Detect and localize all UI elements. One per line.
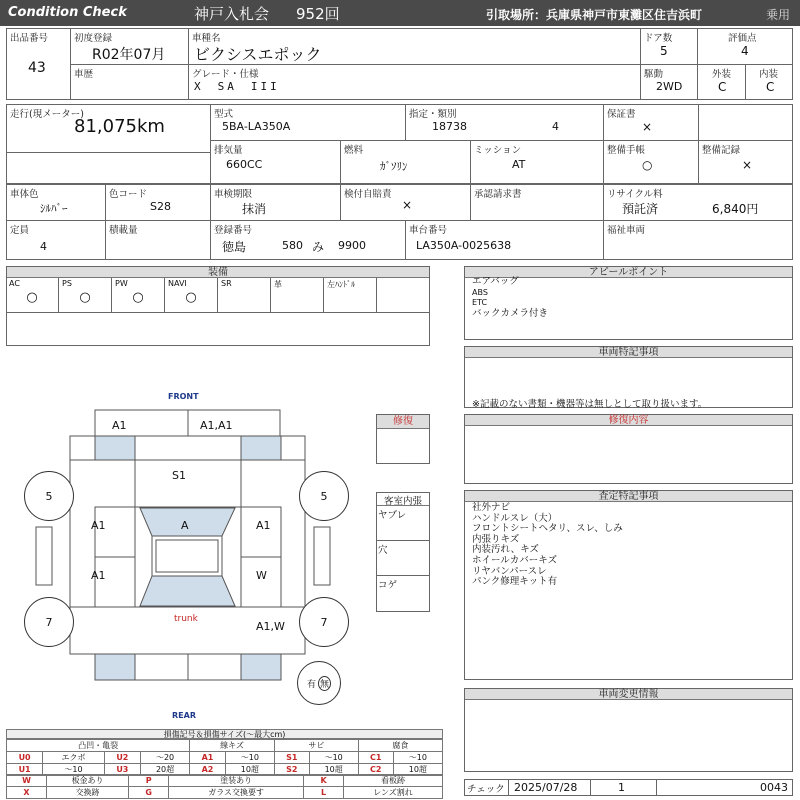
legend-code: K bbox=[304, 775, 344, 787]
legend-code: U3 bbox=[104, 764, 140, 776]
legend-desc: 〜10 bbox=[393, 752, 442, 764]
legend-code: A2 bbox=[190, 764, 226, 776]
equipment-mark: ○ bbox=[185, 290, 197, 305]
legend-desc: エクボ bbox=[43, 752, 105, 764]
legend-desc: 10超 bbox=[225, 764, 274, 776]
assessment-title: 査定特記事項 bbox=[465, 491, 792, 502]
legend-desc: 〜20 bbox=[140, 752, 189, 764]
front-label: FRONT bbox=[168, 392, 199, 401]
spare-mark: 無 bbox=[318, 676, 331, 691]
tire-front-right: 5 bbox=[299, 471, 349, 521]
mark-left-front-door: A1 bbox=[91, 519, 106, 532]
spare-label: 有 bbox=[306, 679, 316, 690]
equipment-name: AC bbox=[9, 279, 20, 288]
special-note: ※記載のない書類・機器等は無しとして取り扱います。 bbox=[472, 399, 708, 410]
auction-session: 952回 bbox=[296, 5, 340, 23]
tire-rear-left: 7 bbox=[24, 597, 74, 647]
mark-right-rear-door: W bbox=[256, 569, 267, 582]
chassis-label: 車台番号 bbox=[409, 225, 448, 236]
capacity-label: 定員 bbox=[10, 225, 30, 236]
legend-code: G bbox=[129, 787, 169, 799]
appeal-airbag: エアバッグ bbox=[472, 276, 519, 287]
legend-code: L bbox=[304, 787, 344, 799]
class-number: 4 bbox=[552, 120, 559, 133]
color-value: ｼﾙﾊﾞｰ bbox=[40, 202, 68, 215]
cabin-item-hole: 穴 bbox=[378, 545, 388, 556]
legend-code: C2 bbox=[358, 764, 393, 776]
appeal-title: アピールポイント bbox=[465, 267, 792, 278]
interior-value: C bbox=[766, 80, 775, 94]
drive-label: 駆動 bbox=[644, 69, 664, 80]
legend-desc: 交換跡 bbox=[47, 787, 129, 799]
check-label: チェック bbox=[467, 784, 505, 795]
legend-group-dent: 凸凹・亀裂 bbox=[7, 740, 190, 752]
legend-code: S2 bbox=[274, 764, 309, 776]
mileage-value: 81,075km bbox=[74, 116, 165, 137]
tire-rear-right: 7 bbox=[299, 597, 349, 647]
equipment-name: PS bbox=[62, 279, 72, 288]
equipment-cell bbox=[271, 278, 324, 312]
vehicle-category: 乗用 bbox=[766, 8, 791, 22]
mission-label: ミッション bbox=[474, 145, 522, 156]
legend-code: U2 bbox=[104, 752, 140, 764]
interior-label: 内装 bbox=[759, 69, 779, 80]
plate-label: 登録番号 bbox=[214, 225, 253, 236]
assessment-line-5: 内装汚れ、キズ bbox=[472, 544, 539, 556]
legend-group-scratch: 線キズ bbox=[190, 740, 275, 752]
assessment-line-7: リヤバンパースレ bbox=[472, 565, 547, 577]
legend-code: C1 bbox=[358, 752, 393, 764]
assessment-list bbox=[472, 503, 623, 588]
mark-left-rear-door: A1 bbox=[91, 569, 106, 582]
assessment-line-4: 内張りキズ bbox=[472, 533, 520, 545]
exterior-label: 外装 bbox=[712, 69, 732, 80]
assessment-line-6: ホイールカバーキズ bbox=[472, 554, 558, 566]
equipment-cell bbox=[218, 278, 271, 312]
legend-desc: 〜10 bbox=[225, 752, 274, 764]
approval-label: 承認請求書 bbox=[474, 189, 522, 200]
equipment-cell bbox=[59, 278, 112, 312]
equipment-mark: ○ bbox=[132, 290, 144, 305]
equipment-mark: ○ bbox=[26, 290, 38, 305]
color-code-label: 色コード bbox=[109, 189, 148, 200]
assessment-line-2: ハンドルスレ（大） bbox=[472, 512, 558, 524]
fuel-label: 燃料 bbox=[344, 145, 364, 156]
equipment-name: SR bbox=[221, 279, 232, 288]
cabin-item-burn: コゲ bbox=[378, 580, 398, 591]
load-label: 積載量 bbox=[109, 225, 138, 236]
exterior-value: C bbox=[718, 80, 727, 94]
model-label: 車種名 bbox=[192, 33, 221, 44]
record-value: × bbox=[742, 158, 753, 172]
recycle-status: 預託済 bbox=[622, 202, 659, 216]
model-name: ビクシスエポック bbox=[194, 45, 322, 64]
brand-title: Condition Check bbox=[8, 5, 127, 20]
lot-number: 43 bbox=[28, 60, 46, 76]
mark-right-rear: A1,W bbox=[256, 620, 285, 633]
mark-windshield: A bbox=[181, 519, 189, 532]
score-label: 評価点 bbox=[728, 33, 757, 44]
mission-value: AT bbox=[512, 158, 526, 171]
type-value: 5BA-LA350A bbox=[222, 120, 291, 133]
mileage-label: 走行(現メーター) bbox=[10, 109, 84, 120]
repair-title: 修復 bbox=[377, 415, 429, 429]
equipment-name: 革 bbox=[274, 280, 282, 289]
equipment-cell bbox=[324, 278, 377, 312]
plate-kana: み bbox=[312, 240, 325, 254]
equipment-title: 装備 bbox=[7, 267, 429, 278]
grade-value: X SA III bbox=[194, 80, 280, 93]
equipment-name: NAVI bbox=[168, 279, 187, 288]
capacity-value: 4 bbox=[40, 240, 47, 253]
displacement-label: 排気量 bbox=[214, 145, 243, 156]
repair-content-title: 修復内容 bbox=[465, 415, 792, 426]
lot-label: 出品番号 bbox=[10, 33, 49, 44]
mark-right-front-door: A1 bbox=[256, 519, 271, 532]
insurance-label: 検付自賠責 bbox=[344, 189, 392, 200]
legend-table-2 bbox=[6, 774, 443, 799]
check-number: 1 bbox=[618, 781, 625, 794]
legend-group-rust: サビ bbox=[274, 740, 358, 752]
legend-code: X bbox=[7, 787, 47, 799]
check-code: 0043 bbox=[760, 781, 788, 794]
assessment-line-3: フロントシートヘタリ、スレ、しみ bbox=[472, 523, 623, 535]
drive-value: 2WD bbox=[656, 80, 683, 93]
legend-table bbox=[6, 739, 443, 776]
record-label: 整備記録 bbox=[702, 145, 741, 156]
legend-desc: 塗装あり bbox=[169, 775, 304, 787]
auction-name: 神戸入札会 bbox=[194, 5, 270, 23]
recycle-label: リサイクル料 bbox=[607, 189, 663, 200]
rear-label: REAR bbox=[172, 711, 196, 720]
plate-number: 9900 bbox=[338, 239, 366, 252]
legend-desc: 10超 bbox=[309, 764, 358, 776]
doors-label: ドア数 bbox=[644, 33, 673, 44]
spare-tire bbox=[297, 661, 341, 705]
designation-value: 18738 bbox=[432, 120, 467, 133]
color-code-value: S28 bbox=[150, 200, 171, 213]
equipment-name: PW bbox=[115, 279, 128, 288]
legend-desc: 〜10 bbox=[43, 764, 105, 776]
doors-value: 5 bbox=[660, 44, 668, 58]
displacement-value: 660CC bbox=[226, 158, 263, 171]
equipment-cell bbox=[112, 278, 165, 312]
appeal-abs: ABS bbox=[472, 287, 488, 297]
equipment-cell bbox=[165, 278, 218, 312]
manual-label: 整備手帳 bbox=[607, 145, 646, 156]
legend-desc: 看板跡 bbox=[344, 775, 443, 787]
legend-desc: レンズ割れ bbox=[344, 787, 443, 799]
legend-desc: ガラス交換要す bbox=[169, 787, 304, 799]
legend-title: 損傷記号＆損傷サイズ(〜最大cm) bbox=[6, 729, 443, 739]
inspection-value: 抹消 bbox=[242, 202, 267, 216]
score-value: 4 bbox=[741, 44, 749, 58]
appeal-list bbox=[472, 277, 548, 319]
insurance-value: × bbox=[402, 198, 413, 212]
pickup-location: 引取場所：兵庫県神戸市東灘区住吉浜町 bbox=[486, 8, 703, 22]
plate-area: 徳島 bbox=[222, 240, 247, 254]
mark-hood: S1 bbox=[172, 469, 186, 482]
mark-trunk: trunk bbox=[174, 614, 198, 624]
appeal-etc: ETC bbox=[472, 298, 488, 307]
warranty-value: × bbox=[642, 120, 653, 134]
designation-label: 指定・類別 bbox=[409, 109, 457, 120]
recycle-fee: 6,840円 bbox=[712, 202, 759, 216]
type-label: 型式 bbox=[214, 109, 234, 120]
cabin-title: 客室内張 bbox=[377, 493, 429, 506]
manual-value: ○ bbox=[642, 158, 653, 172]
first-reg-label: 初度登録 bbox=[74, 33, 113, 44]
legend-desc: 20超 bbox=[140, 764, 189, 776]
legend-code: S1 bbox=[274, 752, 309, 764]
legend-group-corrosion: 腐食 bbox=[358, 740, 442, 752]
fuel-value: ｶﾞｿﾘﾝ bbox=[380, 160, 408, 173]
cabin-item-tear: ヤブレ bbox=[378, 510, 407, 521]
history-label: 車歴 bbox=[74, 69, 94, 80]
equipment-name: 左ﾊﾝﾄﾞﾙ bbox=[327, 280, 355, 289]
assessment-line-1: 社外ナビ bbox=[472, 502, 511, 513]
mark-front-left: A1 bbox=[112, 419, 127, 432]
chassis-value: LA350A-0025638 bbox=[416, 239, 512, 252]
equipment-cell bbox=[6, 278, 59, 312]
special-title: 車両特記事項 bbox=[465, 347, 792, 358]
appeal-camera: バックカメラ付き bbox=[472, 307, 549, 319]
legend-desc: 10超 bbox=[393, 764, 442, 776]
change-panel bbox=[464, 688, 793, 772]
plate-class: 580 bbox=[282, 239, 303, 252]
legend-code: U0 bbox=[7, 752, 43, 764]
legend-desc: 板金あり bbox=[47, 775, 129, 787]
legend-code: U1 bbox=[7, 764, 43, 776]
inspection-label: 車検期限 bbox=[214, 189, 253, 200]
legend-code: P bbox=[129, 775, 169, 787]
change-title: 車両変更情報 bbox=[465, 689, 792, 700]
legend-code: A1 bbox=[190, 752, 226, 764]
grade-label: グレード・仕様 bbox=[192, 69, 259, 80]
check-date: 2025/07/28 bbox=[514, 781, 578, 794]
legend-code: W bbox=[7, 775, 47, 787]
welfare-label: 福祉車両 bbox=[607, 225, 646, 236]
warranty-label: 保証書 bbox=[607, 109, 636, 120]
mark-front-right: A1,A1 bbox=[200, 419, 233, 432]
equipment-mark: ○ bbox=[79, 290, 91, 305]
color-label: 車体色 bbox=[10, 189, 39, 200]
first-reg-value: R02年07月 bbox=[92, 47, 166, 63]
assessment-line-8: パンク修理キット有 bbox=[472, 576, 558, 588]
legend-desc: 〜10 bbox=[309, 752, 358, 764]
tire-front-left: 5 bbox=[24, 471, 74, 521]
